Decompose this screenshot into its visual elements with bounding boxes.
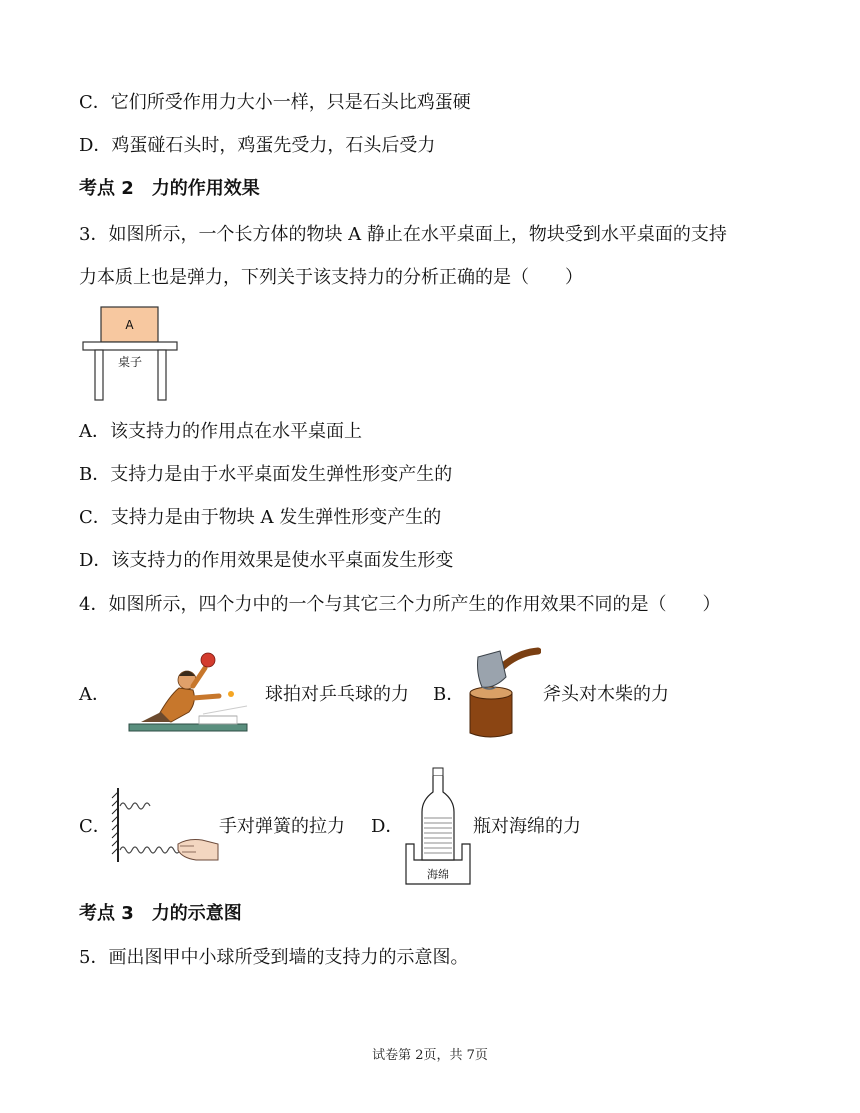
block-a-label: A: [125, 318, 134, 332]
page-footer: 试卷第 2页，共 7页: [372, 1048, 488, 1063]
q3-option-b: B．支持力是由于水平桌面发生弹性形变产生的: [79, 464, 453, 485]
q2-option-c: C．它们所受作用力大小一样，只是石头比鸡蛋硬: [79, 92, 471, 113]
q3-option-c: C．支持力是由于物块 A 发生弹性形变产生的: [79, 507, 442, 528]
q4-option-b-text: 斧头对木柴的力: [543, 684, 669, 705]
q3-stem-line2: 力本质上也是弹力，下列关于该支持力的分析正确的是（ ）: [79, 267, 583, 288]
q3-option-a: A．该支持力的作用点在水平桌面上: [79, 421, 362, 442]
q4-option-d-text: 瓶对海绵的力: [473, 816, 581, 837]
table-tennis-figure: [127, 646, 249, 736]
q2-option-d: D．鸡蛋碰石头时，鸡蛋先受力，石头后受力: [79, 135, 436, 156]
q4-option-b-letter: B．: [433, 684, 465, 705]
q4-option-c-letter: C．: [79, 816, 111, 837]
q4-option-c-text: 手对弹簧的拉力: [219, 816, 345, 837]
q4-option-a-text: 球拍对乒乓球的力: [265, 684, 409, 705]
q5-stem: 5．画出图甲中小球所受到墙的支持力的示意图。: [79, 947, 469, 968]
q3-option-d: D．该支持力的作用效果是使水平桌面发生形变: [79, 550, 454, 571]
spring-hand-figure: [110, 784, 220, 864]
table-label: 桌子: [117, 355, 143, 369]
q4-stem: 4．如图所示，四个力中的一个与其它三个力所产生的作用效果不同的是（ ）: [79, 594, 721, 615]
block-on-table-figure: [82, 305, 180, 401]
axe-wood-figure: [466, 645, 541, 740]
section-heading-3: 考点 3 力的示意图: [79, 903, 242, 924]
q3-stem-line1: 3．如图所示，一个长方体的物块 A 静止在水平桌面上，物块受到水平桌面的支持: [79, 224, 727, 245]
section-heading-2: 考点 2 力的作用效果: [79, 178, 260, 199]
sponge-label: 海绵: [427, 868, 449, 881]
bottle-sponge-figure: [404, 766, 472, 886]
q4-option-a-letter: A．: [79, 684, 110, 705]
q4-option-d-letter: D．: [371, 816, 404, 837]
